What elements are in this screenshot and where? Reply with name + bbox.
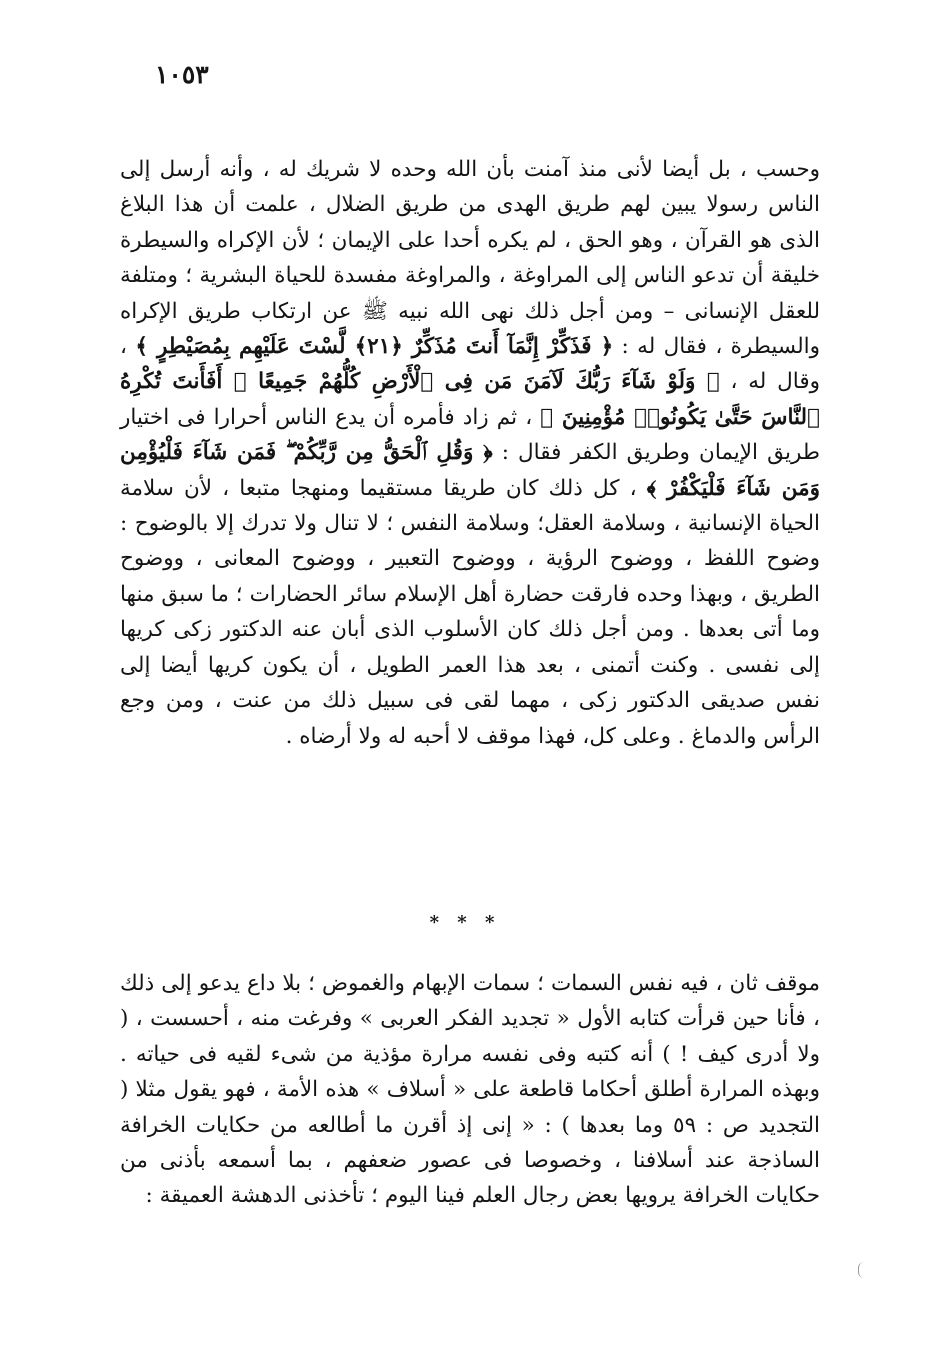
paragraph-1 (120, 152, 820, 754)
quran-verse-3: ﴿ وَقُلِ ٱلْحَقُّ مِن رَّبِّكُمْ ۖ فَمَن شَآءَ فَلْيُؤْمِن وَمَن شَآءَ فَلْيَكْفُرْ ﴾ (120, 440, 821, 501)
quran-verse-2: ﴿ وَلَوْ شَآءَ رَبُّكَ لَآمَنَ مَن فِى ٱلْأَرْضِ كُلُّهُمْ جَمِيعًا ۚ أَفَأَنتَ تُكْرِهُ ٱلنَّاسَ حَتَّىٰ يَكُونُوا۟ مُؤْمِنِينَ ﴾ (120, 369, 820, 430)
margin-bracket-mark (858, 1262, 865, 1278)
paragraph-1-text: ، كل ذلك كان طريقا مستقيما ومنهجا متبعا ، لأن سلامة الحياة الإنسانية ، وسلامة العقل؛ وسلامة النفس ؛ لا تنال ولا تدرك إلا بالوضوح : وضوح اللفظ ، ووضوح الرؤية ، ووضوح التعبير ، ووضوح المعانى ، ووضوح الطريق ، وبهذا وحده فارقت حضارة أهل الإسلام سائر الحضارات ؛ ما سبق منها وما أتى بعدها . ومن أجل ذلك كان الأسلوب الذى أبان عنه الدكتور زكى كريها إلى نفسى . وكنت أتمنى ، بعد هذا العمر الطويل ، أن يكون كريها أيضا إلى نفس صديقى الدكتور زكى ، مهما لقى فى سبيل ذلك من عنت ، ومن وجع الرأس والدماغ . وعلى كل، فهذا موقف لا أحبه له ولا أرضاه . (120, 475, 820, 749)
quran-verse-1: ﴿ فَذَكِّرْ إِنَّمَآ أَنتَ مُذَكِّرٌ ﴿٢١﴾ لَّسْتَ عَلَيْهِم بِمُصَيْطِرٍ ﴾ (135, 334, 614, 360)
paragraph-2-text: موقف ثان ، فيه نفس السمات ؛ سمات الإبهام والغموض ؛ بلا داع يدعو إلى ذلك ، فأنا حين قرأت كتابه الأول « تجديد الفكر العربى » وفرغت منه ، أحسست ، ( ولا أدرى كيف ! ) أنه كتبه وفى نفسه مرارة مؤذية من شىء لقيه فى حياته . وبهذه المرارة أطلق أحكاما قاطعة على « أسلاف » هذه الأمة ، فهو يقول مثلا ( التجديد ص : ٥٩ وما بعدها ) : « إنى إذ أقرن ما أطالعه من حكايات الخرافة الساذجة عند أسلافنا ، وخصوصا فى عصور ضعفهم ، بما أسمعه بأذنى من حكايات الخرافة يرويها بعض رجال العلم فينا اليوم ؛ تأخذنى الدهشة العميقة : (120, 971, 821, 1209)
section-divider: * * * (429, 912, 501, 933)
page-number: ١٠٥٣ (155, 60, 209, 89)
paragraph-2 (120, 966, 820, 1214)
paragraph-1-text: ، وقال له ، (120, 334, 820, 395)
paragraph-1-text: ، ثم زاد فأمره أن يدع الناس أحرارا فى اختيار طريق الإيمان وطريق الكفر فقال : (120, 404, 820, 466)
paragraph-1-text: وحسب ، بل أيضا لأنى منذ آمنت بأن الله وحده لا شريك له ، وأنه أرسل إلى الناس رسولا يبين لهم طريق الهدى من طريق الضلال ، علمت أن هذا البلاغ الذى هو القرآن ، وهو الحق ، لم يكره أحدا على الإيمان ؛ لأن الإكراه والسيطرة خليقة أن تدعو الناس إلى المراوغة ، والمراوغة مفسدة للحياة البشرية ؛ ومتلفة للعقل الإنسانى – ومن أجل ذلك نهى الله نبيه ﷺ عن ارتكاب طريق الإكراه والسيطرة ، فقال له : (120, 157, 820, 360)
